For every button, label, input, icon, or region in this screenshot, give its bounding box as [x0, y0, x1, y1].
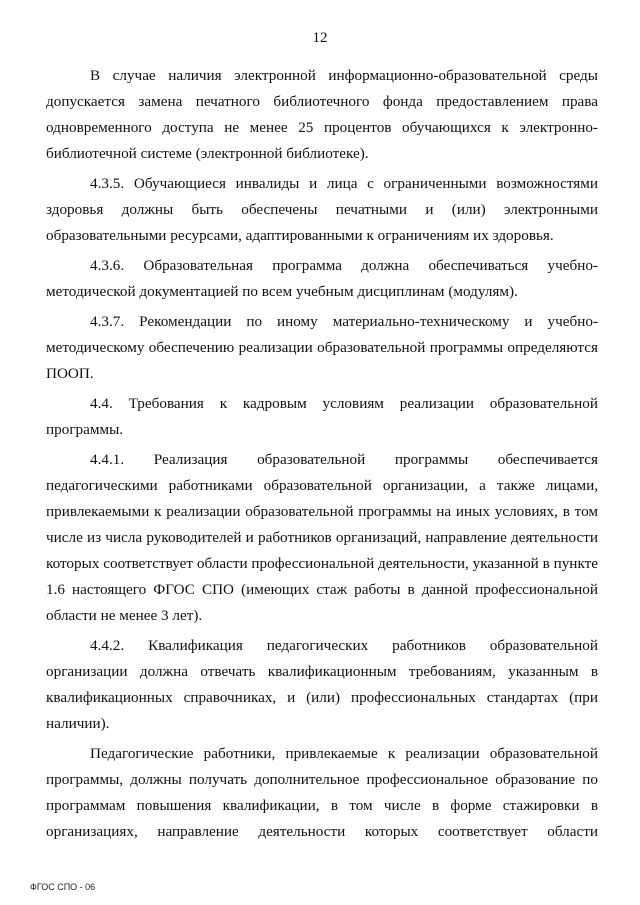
page-number: 12 [312, 30, 328, 46]
paragraph-4-4-2: 4.4.2. Квалификация педагогических работников образовательной организации должна отвечать квалификационным требованиям, указанным в квалификационных справочниках, и (или) профессиональных стандартах (при наличии). [46, 637, 598, 732]
footer-document-code: ФГОС СПО - 06 [30, 882, 96, 892]
document-body [46, 63, 598, 849]
paragraph-library-access: В случае наличия электронной информационно-образовательной среды допускается замена печатного библиотечного фонда предоставлением права одновременного доступа не менее 25 процентов обучающихся к электронно-библиотечной системе (электронной библиотеке). [46, 67, 598, 162]
paragraph-4-3-5: 4.3.5. Обучающиеся инвалиды и лица с ограниченными возможностями здоровья должны быть обеспечены печатными и (или) электронными образовательными ресурсами, адаптированными к ограничениям их здоровья. [46, 175, 598, 244]
paragraph-4-3-6: 4.3.6. Образовательная программа должна обеспечиваться учебно-методической документацией по всем учебным дисциплинам (модулям). [46, 257, 598, 300]
paragraph-4-4: 4.4. Требования к кадровым условиям реализации образовательной программы. [46, 395, 598, 438]
paragraph-4-4-1: 4.4.1. Реализация образовательной программы обеспечивается педагогическими работниками образовательной организации, а также лицами, привлекаемыми к реализации образовательной программы на иных условиях, в том числе из числа руководителей и работников организаций, направление деятельности которых соответствует области профессиональной деятельности, указанной в пункте 1.6 настоящего ФГОС СПО (имеющих стаж работы в данной профессиональной области не менее 3 лет). [46, 451, 598, 624]
paragraph-4-3-7: 4.3.7. Рекомендации по иному материально-техническому и учебно-методическому обеспечению реализации образовательной программы определяются ПООП. [46, 313, 598, 382]
paragraph-teachers-training: Педагогические работники, привлекаемые к реализации образовательной программы, должны получать дополнительное профессиональное образование по программам повышения квалификации, в том числе в форме стажировки в организациях, направление деятельности которых соответствует области [46, 745, 598, 840]
